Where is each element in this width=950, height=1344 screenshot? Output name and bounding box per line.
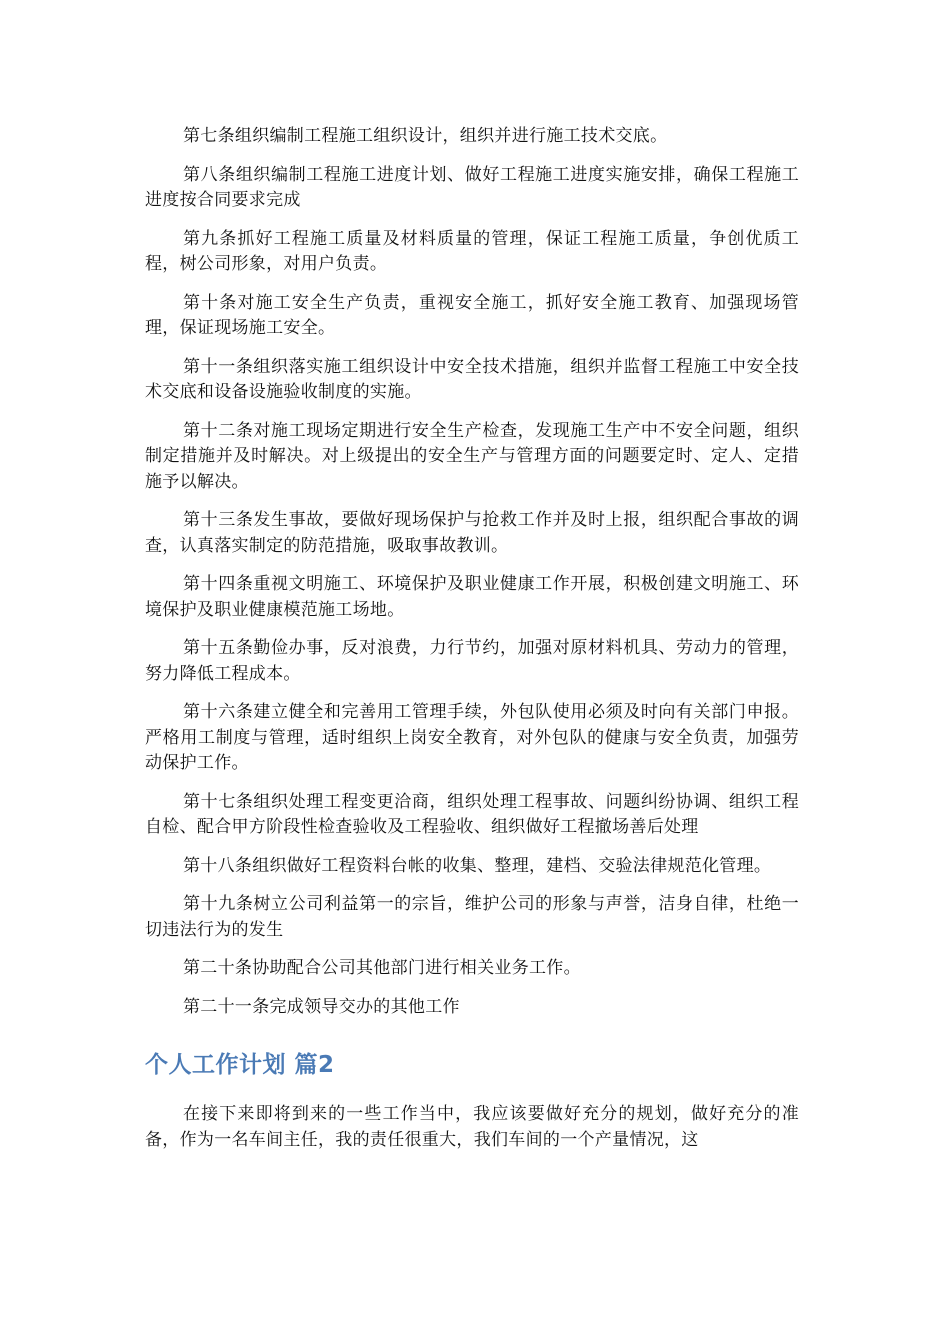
- article-12-paragraph: 第十二条对施工现场定期进行安全生产检查，发现施工生产中不安全问题，组织制定措施并及时解决。对上级提出的安全生产与管理方面的问题要定时、定人、定措施予以解决。: [145, 420, 799, 492]
- section-heading: 个人工作计划 篇2: [145, 1052, 335, 1078]
- article-15-paragraph: 第十五条勤俭办事，反对浪费，力行节约，加强对原材料机具、劳动力的管理，努力降低工程成本。: [145, 638, 799, 684]
- article-13-paragraph: 第十三条发生事故，要做好现场保护与抢救工作并及时上报，组织配合事故的调查，认真落实制定的防范措施，吸取事故教训。: [145, 510, 799, 556]
- article-9-paragraph: 第九条抓好工程施工质量及材料质量的管理，保证工程施工质量，争创优质工程，树公司形象，对用户负责。: [145, 228, 799, 274]
- article-17-paragraph: 第十七条组织处理工程变更洽商，组织处理工程事故、问题纠纷协调、组织工程自检、配合甲方阶段性检查验收及工程验收、组织做好工程撤场善后处理: [145, 791, 799, 837]
- document-page: [145, 124, 799, 1166]
- article-7-paragraph: 第七条组织编制工程施工组织设计，组织并进行施工技术交底。: [183, 126, 668, 146]
- article-10-paragraph: 第十条对施工安全生产负责，重视安全施工，抓好安全施工教育、加强现场管理，保证现场施工安全。: [145, 292, 799, 338]
- article-14-paragraph: 第十四条重视文明施工、环境保护及职业健康工作开展，积极创建文明施工、环境保护及职业健康模范施工场地。: [145, 574, 799, 620]
- article-21-paragraph: 第二十一条完成领导交办的其他工作: [183, 996, 460, 1017]
- body-paragraph: 在接下来即将到来的一些工作当中，我应该要做好充分的规划，做好充分的准备，作为一名车间主任，我的责任很重大，我们车间的一个产量情况，这: [145, 1104, 799, 1150]
- article-18-paragraph: 第十八条组织做好工程资料台帐的收集、整理，建档、交验法律规范化管理。: [183, 855, 772, 876]
- article-11-paragraph: 第十一条组织落实施工组织设计中安全技术措施，组织并监督工程施工中安全技术交底和设备设施验收制度的实施。: [145, 356, 799, 402]
- article-20-paragraph: 第二十条协助配合公司其他部门进行相关业务工作。: [183, 958, 581, 978]
- article-19-paragraph: 第十九条树立公司利益第一的宗旨，维护公司的形象与声誉，洁身自律，杜绝一切违法行为的发生: [145, 894, 799, 940]
- article-16-paragraph: 第十六条建立健全和完善用工管理手续，外包队使用必须及时向有关部门申报。严格用工制度与管理，适时组织上岗安全教育，对外包队的健康与安全负责，加强劳动保护工作。: [145, 702, 799, 773]
- article-8-paragraph: 第八条组织编制工程施工进度计划、做好工程施工进度实施安排，确保工程施工进度按合同要求完成: [145, 164, 799, 210]
